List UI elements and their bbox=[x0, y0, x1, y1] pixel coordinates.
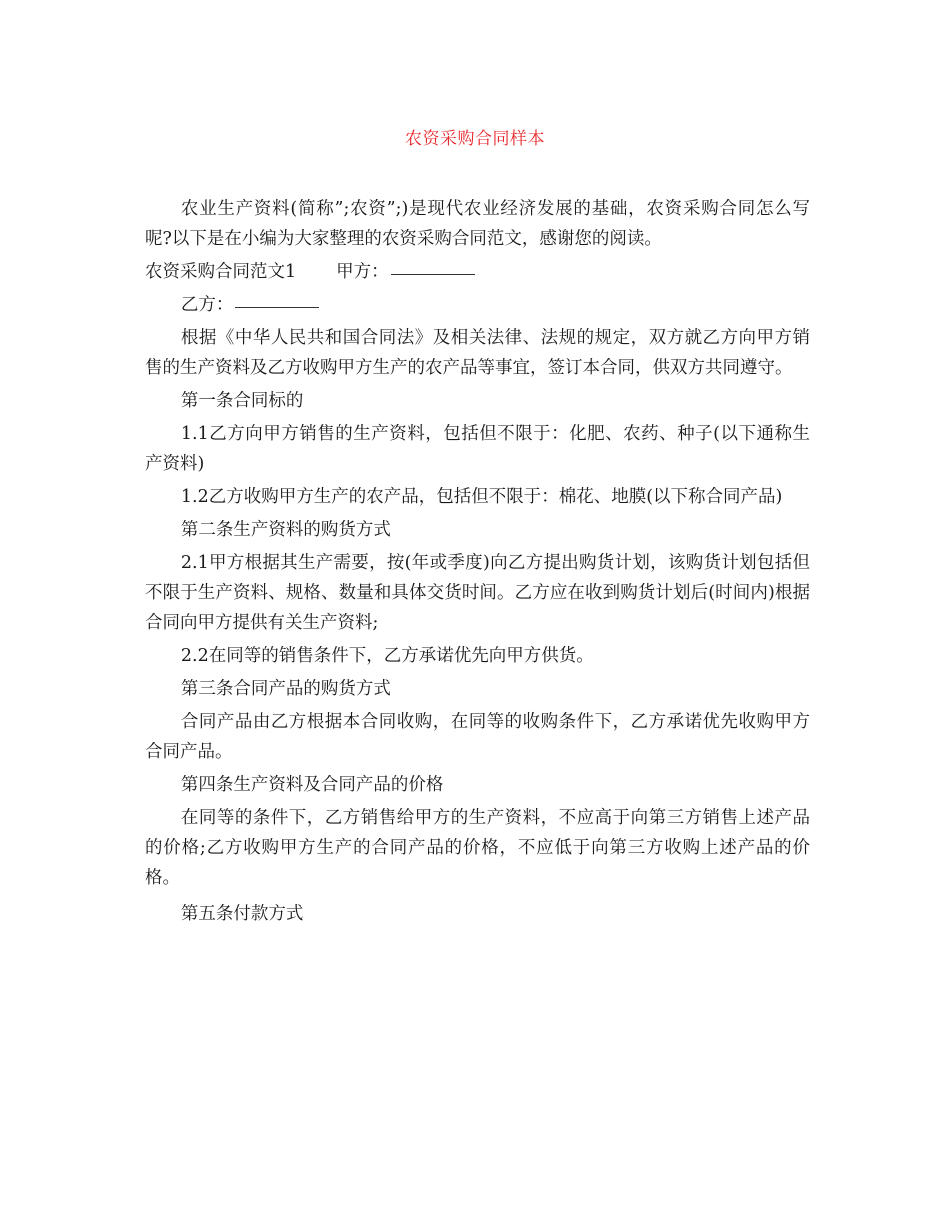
party-b-blank bbox=[235, 306, 319, 308]
sample-heading-line bbox=[145, 257, 810, 287]
document-body bbox=[145, 194, 810, 932]
article-2-clause-1: 2.1甲方根据其生产需要，按(年或季度)向乙方提出购货计划，该购货计划包括但不限于生产资料、规格、数量和具体交货时间。乙方应在收到购货计划后(时间内)根据合同向甲方提供有关生产资料; bbox=[145, 553, 810, 633]
article-1-clause-1: 1.1乙方向甲方销售的生产资料，包括但不限于：化肥、农药、种子(以下通称生产资料) bbox=[145, 424, 810, 474]
sample-heading: 农资采购合同范文1 bbox=[145, 262, 297, 282]
party-a-blank bbox=[391, 273, 475, 275]
article-1-title: 第一条合同标的 bbox=[180, 391, 304, 411]
party-a-label: 甲方： bbox=[336, 262, 389, 282]
preamble-paragraph: 根据《中华人民共和国合同法》及相关法律、法规的规定，双方就乙方向甲方销售的生产资料及乙方收购甲方生产的农产品等事宜，签订本合同，供双方共同遵守。 bbox=[145, 328, 810, 378]
article-4-title: 第四条生产资料及合同产品的价格 bbox=[180, 775, 444, 795]
article-3-text: 合同产品由乙方根据本合同收购，在同等的收购条件下，乙方承诺优先收购甲方合同产品。 bbox=[145, 712, 810, 762]
article-5-title: 第五条付款方式 bbox=[180, 904, 304, 924]
article-1-clause-2: 1.2乙方收购甲方生产的农产品，包括但不限于：棉花、地膜(以下称合同产品) bbox=[180, 487, 783, 507]
article-3-title: 第三条合同产品的购货方式 bbox=[180, 679, 391, 699]
intro-paragraph: 农业生产资料(简称”;农资”;)是现代农业经济发展的基础，农资采购合同怎么写呢?以下是在小编为大家整理的农资采购合同范文，感谢您的阅读。 bbox=[145, 199, 810, 249]
article-2-clause-2: 2.2在同等的销售条件下，乙方承诺优先向甲方供货。 bbox=[180, 646, 594, 666]
party-b-line bbox=[145, 290, 810, 320]
party-b-label: 乙方： bbox=[180, 295, 234, 315]
article-4-text: 在同等的条件下，乙方销售给甲方的生产资料，不应高于向第三方销售上述产品的价格;乙方收购甲方生产的合同产品的价格，不应低于向第三方收购上述产品的价格。 bbox=[145, 808, 810, 888]
article-2-title: 第二条生产资料的购货方式 bbox=[180, 520, 391, 540]
document-title: 农资采购合同样本 bbox=[405, 129, 545, 149]
